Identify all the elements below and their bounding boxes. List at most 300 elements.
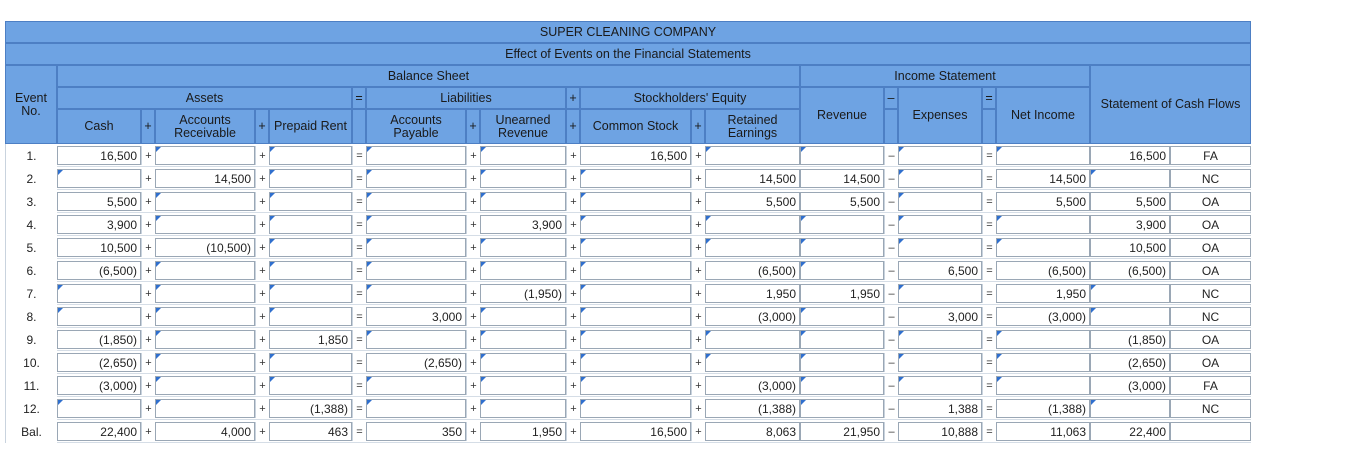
net-income-header: Net Income [996, 87, 1090, 144]
plus-sign: + [141, 261, 155, 280]
accounts-payable-input[interactable]: 350 [366, 422, 466, 441]
cash-input[interactable]: (2,650) [57, 353, 141, 372]
row-divider [5, 373, 1251, 374]
financial-statements-worksheet [5, 21, 1251, 441]
common-stock-input[interactable] [580, 284, 691, 303]
event-label: 3. [5, 190, 57, 213]
plus-sign: + [141, 353, 155, 372]
retained-earnings-input[interactable]: (6,500) [705, 261, 800, 280]
cash-input[interactable] [57, 284, 141, 303]
equals-sign: = [352, 238, 366, 257]
plus-sign: + [691, 307, 705, 326]
equals-sign-header: = [352, 87, 366, 109]
event-label: 12. [5, 397, 57, 420]
revenue-input[interactable] [800, 353, 884, 372]
accounts-receivable-column-header: Accounts Receivable [155, 109, 255, 144]
minus-sign: – [884, 422, 898, 441]
net-income-input[interactable] [996, 215, 1090, 234]
unearned-revenue-input[interactable] [480, 261, 566, 280]
plus-sign: + [691, 169, 705, 188]
row-divider [5, 350, 1251, 351]
minus-sign: – [884, 261, 898, 280]
plus-sign: + [691, 353, 705, 372]
plus-sign: + [691, 238, 705, 257]
plus-sign: + [466, 192, 480, 211]
cash-flow-activity-select[interactable]: OA [1170, 215, 1251, 234]
retained-earnings-input[interactable] [705, 238, 800, 257]
equals-sign: = [982, 353, 996, 372]
plus-sign: + [566, 215, 580, 234]
net-income-input[interactable]: (6,500) [996, 261, 1090, 280]
worksheet-subtitle: Effect of Events on the Financial Statements [5, 43, 1251, 65]
cash-flow-activity-select[interactable]: NC [1170, 284, 1251, 303]
prepaid-rent-input[interactable] [269, 353, 352, 372]
plus-sign: + [566, 261, 580, 280]
cash-flow-amount-input[interactable] [1090, 284, 1170, 303]
equals-sign: = [982, 146, 996, 165]
equals-sign: = [982, 330, 996, 349]
accounts-payable-input[interactable]: 3,000 [366, 307, 466, 326]
cash-input[interactable]: 5,500 [57, 192, 141, 211]
expenses-input[interactable]: 1,388 [898, 399, 982, 418]
cash-flow-amount-input[interactable]: 3,900 [1090, 215, 1170, 234]
unearned-revenue-input[interactable] [480, 353, 566, 372]
plus-sign: + [255, 399, 269, 418]
common-stock-input[interactable]: 16,500 [580, 422, 691, 441]
accounts-receivable-input[interactable]: 14,500 [155, 169, 255, 188]
plus-sign-header: + [466, 109, 480, 144]
minus-sign-header: – [884, 87, 898, 109]
row-divider [5, 419, 1251, 420]
net-income-input[interactable] [996, 146, 1090, 165]
expenses-input[interactable] [898, 169, 982, 188]
plus-sign-header: + [141, 109, 155, 144]
plus-sign: + [466, 422, 480, 441]
retained-earnings-input[interactable]: (3,000) [705, 376, 800, 395]
revenue-input[interactable] [800, 307, 884, 326]
plus-sign: + [255, 169, 269, 188]
cash-flow-activity-select[interactable]: OA [1170, 238, 1251, 257]
cash-flow-amount-input[interactable] [1090, 307, 1170, 326]
expenses-input[interactable] [898, 330, 982, 349]
equals-sign: = [352, 399, 366, 418]
plus-sign: + [466, 353, 480, 372]
cash-flow-amount-input[interactable]: 5,500 [1090, 192, 1170, 211]
retained-earnings-input[interactable]: (1,388) [705, 399, 800, 418]
event-label: Bal. [5, 420, 57, 443]
minus-sign: – [884, 284, 898, 303]
plus-sign: + [691, 215, 705, 234]
prepaid-rent-input[interactable] [269, 192, 352, 211]
plus-sign: + [466, 169, 480, 188]
cash-input[interactable] [57, 169, 141, 188]
accounts-payable-input[interactable] [366, 399, 466, 418]
plus-sign: + [691, 399, 705, 418]
common-stock-input[interactable] [580, 261, 691, 280]
plus-sign: + [566, 422, 580, 441]
minus-sign: – [884, 399, 898, 418]
plus-sign: + [255, 376, 269, 395]
plus-sign: + [691, 376, 705, 395]
equals-sign-header [352, 109, 366, 144]
unearned-revenue-input[interactable] [480, 330, 566, 349]
plus-sign: + [466, 238, 480, 257]
accounts-payable-input[interactable] [366, 215, 466, 234]
expenses-input[interactable] [898, 284, 982, 303]
prepaid-rent-input[interactable] [269, 215, 352, 234]
plus-sign: + [141, 192, 155, 211]
minus-sign: – [884, 307, 898, 326]
accounts-receivable-input[interactable] [155, 284, 255, 303]
revenue-input[interactable] [800, 238, 884, 257]
prepaid-rent-input[interactable]: (1,388) [269, 399, 352, 418]
plus-sign: + [566, 307, 580, 326]
cash-flow-amount-input[interactable]: 10,500 [1090, 238, 1170, 257]
cash-flow-amount-input[interactable]: 22,400 [1090, 422, 1170, 441]
equals-sign: = [352, 353, 366, 372]
row-divider [5, 327, 1251, 328]
expenses-input[interactable] [898, 238, 982, 257]
accounts-payable-input[interactable] [366, 146, 466, 165]
unearned-revenue-input[interactable]: 1,950 [480, 422, 566, 441]
accounts-receivable-input[interactable] [155, 261, 255, 280]
cash-input[interactable]: (3,000) [57, 376, 141, 395]
accounts-receivable-input[interactable]: (10,500) [155, 238, 255, 257]
plus-sign: + [255, 307, 269, 326]
expenses-input[interactable] [898, 376, 982, 395]
prepaid-rent-input[interactable]: 463 [269, 422, 352, 441]
common-stock-input[interactable] [580, 353, 691, 372]
accounts-receivable-input[interactable] [155, 146, 255, 165]
plus-sign: + [691, 261, 705, 280]
equals-sign: = [352, 192, 366, 211]
retained-earnings-column-header: Retained Earnings [705, 109, 800, 144]
cash-flow-activity-select[interactable]: FA [1170, 376, 1251, 395]
plus-sign: + [141, 146, 155, 165]
plus-sign: + [566, 192, 580, 211]
prepaid-rent-input[interactable]: 1,850 [269, 330, 352, 349]
common-stock-input[interactable] [580, 307, 691, 326]
plus-sign: + [691, 146, 705, 165]
plus-sign: + [466, 261, 480, 280]
row-divider [5, 258, 1251, 259]
plus-sign: + [566, 284, 580, 303]
unearned-revenue-input[interactable] [480, 169, 566, 188]
equals-sign: = [352, 169, 366, 188]
plus-sign-header: + [255, 109, 269, 144]
event-label: 10. [5, 351, 57, 374]
prepaid-rent-input[interactable] [269, 376, 352, 395]
net-income-input[interactable]: 14,500 [996, 169, 1090, 188]
plus-sign: + [691, 284, 705, 303]
plus-sign: + [255, 284, 269, 303]
event-label: 11. [5, 374, 57, 397]
event-number-header: Event No. [5, 65, 57, 144]
accounts-payable-column-header: Accounts Payable [366, 109, 466, 144]
revenue-input[interactable] [800, 376, 884, 395]
plus-sign: + [255, 330, 269, 349]
equals-sign: = [352, 422, 366, 441]
cash-flow-activity-select[interactable] [1170, 422, 1251, 441]
cash-flow-activity-select[interactable]: NC [1170, 169, 1251, 188]
revenue-input[interactable] [800, 399, 884, 418]
retained-earnings-input[interactable]: 14,500 [705, 169, 800, 188]
retained-earnings-input[interactable]: 1,950 [705, 284, 800, 303]
plus-sign: + [566, 376, 580, 395]
net-income-input[interactable]: 5,500 [996, 192, 1090, 211]
cash-input[interactable]: 3,900 [57, 215, 141, 234]
cash-flows-header: Statement of Cash Flows [1090, 65, 1251, 144]
accounts-receivable-input[interactable] [155, 353, 255, 372]
unearned-revenue-input[interactable] [480, 192, 566, 211]
plus-sign: + [255, 422, 269, 441]
net-income-input[interactable]: 11,063 [996, 422, 1090, 441]
retained-earnings-input[interactable] [705, 353, 800, 372]
cash-input[interactable]: 10,500 [57, 238, 141, 257]
retained-earnings-input[interactable] [705, 146, 800, 165]
minus-sign: – [884, 330, 898, 349]
net-income-input[interactable] [996, 330, 1090, 349]
row-divider [5, 281, 1251, 282]
plus-sign: + [566, 169, 580, 188]
plus-sign: + [691, 330, 705, 349]
minus-sign: – [884, 353, 898, 372]
accounts-payable-input[interactable] [366, 169, 466, 188]
common-stock-input[interactable] [580, 169, 691, 188]
expenses-input[interactable]: 6,500 [898, 261, 982, 280]
equals-sign: = [982, 238, 996, 257]
accounts-payable-input[interactable] [366, 192, 466, 211]
equals-sign: = [982, 284, 996, 303]
cash-input[interactable] [57, 399, 141, 418]
cash-flow-amount-input[interactable]: (3,000) [1090, 376, 1170, 395]
accounts-receivable-input[interactable] [155, 192, 255, 211]
accounts-payable-input[interactable] [366, 261, 466, 280]
event-label: 2. [5, 167, 57, 190]
revenue-input[interactable]: 1,950 [800, 284, 884, 303]
plus-sign: + [466, 307, 480, 326]
equals-sign: = [352, 307, 366, 326]
net-income-input[interactable]: 1,950 [996, 284, 1090, 303]
accounts-receivable-input[interactable] [155, 307, 255, 326]
cash-flow-amount-input[interactable]: (1,850) [1090, 330, 1170, 349]
expenses-input[interactable]: 10,888 [898, 422, 982, 441]
plus-sign: + [255, 238, 269, 257]
expenses-input[interactable]: 3,000 [898, 307, 982, 326]
liabilities-header: Liabilities [366, 87, 566, 109]
revenue-input[interactable] [800, 146, 884, 165]
expenses-input[interactable] [898, 192, 982, 211]
cash-flow-activity-select[interactable]: OA [1170, 330, 1251, 349]
equals-sign: = [982, 169, 996, 188]
prepaid-rent-input[interactable] [269, 169, 352, 188]
expenses-header: Expenses [898, 87, 982, 144]
cash-flow-amount-input[interactable] [1090, 399, 1170, 418]
event-label: 9. [5, 328, 57, 351]
common-stock-input[interactable] [580, 399, 691, 418]
plus-sign: + [566, 353, 580, 372]
accounts-payable-input[interactable] [366, 330, 466, 349]
plus-sign-header: + [566, 109, 580, 144]
common-stock-input[interactable] [580, 192, 691, 211]
revenue-input[interactable]: 5,500 [800, 192, 884, 211]
retained-earnings-input[interactable]: 8,063 [705, 422, 800, 441]
cash-input[interactable]: (6,500) [57, 261, 141, 280]
minus-sign: – [884, 146, 898, 165]
retained-earnings-input[interactable]: 5,500 [705, 192, 800, 211]
prepaid-rent-input[interactable] [269, 146, 352, 165]
accounts-payable-input[interactable] [366, 376, 466, 395]
equals-sign: = [982, 422, 996, 441]
accounts-receivable-input[interactable] [155, 330, 255, 349]
accounts-receivable-input[interactable]: 4,000 [155, 422, 255, 441]
plus-sign-header: + [566, 87, 580, 109]
equals-sign: = [982, 261, 996, 280]
cash-flow-amount-input[interactable]: (2,650) [1090, 353, 1170, 372]
equals-sign: = [352, 215, 366, 234]
net-income-input[interactable] [996, 353, 1090, 372]
net-income-input[interactable]: (1,388) [996, 399, 1090, 418]
cash-flow-activity-select[interactable]: NC [1170, 399, 1251, 418]
revenue-input[interactable]: 21,950 [800, 422, 884, 441]
unearned-revenue-column-header: Unearned Revenue [480, 109, 566, 144]
equals-sign: = [352, 330, 366, 349]
plus-sign: + [141, 422, 155, 441]
net-income-input[interactable] [996, 238, 1090, 257]
plus-sign: + [466, 330, 480, 349]
revenue-input[interactable] [800, 261, 884, 280]
plus-sign: + [255, 215, 269, 234]
cash-input[interactable]: (1,850) [57, 330, 141, 349]
plus-sign: + [466, 399, 480, 418]
plus-sign: + [566, 146, 580, 165]
minus-sign-header [884, 109, 898, 144]
equals-sign: = [352, 261, 366, 280]
unearned-revenue-input[interactable]: 3,900 [480, 215, 566, 234]
minus-sign: – [884, 215, 898, 234]
plus-sign: + [141, 215, 155, 234]
row-divider [5, 235, 1251, 236]
row-divider [5, 442, 1251, 443]
prepaid-rent-input[interactable] [269, 284, 352, 303]
event-label: 5. [5, 236, 57, 259]
cash-flow-amount-input[interactable]: (6,500) [1090, 261, 1170, 280]
unearned-revenue-input[interactable] [480, 238, 566, 257]
equals-sign: = [982, 307, 996, 326]
revenue-header: Revenue [800, 87, 884, 144]
equals-sign: = [352, 284, 366, 303]
plus-sign: + [466, 215, 480, 234]
cash-flow-amount-input[interactable] [1090, 169, 1170, 188]
common-stock-input[interactable]: 16,500 [580, 146, 691, 165]
expenses-input[interactable] [898, 146, 982, 165]
net-income-input[interactable]: (3,000) [996, 307, 1090, 326]
company-title: SUPER CLEANING COMPANY [5, 21, 1251, 43]
minus-sign: – [884, 238, 898, 257]
common-stock-input[interactable] [580, 215, 691, 234]
retained-earnings-input[interactable]: (3,000) [705, 307, 800, 326]
common-stock-input[interactable] [580, 238, 691, 257]
accounts-payable-input[interactable]: (2,650) [366, 353, 466, 372]
cash-flow-activity-select[interactable]: OA [1170, 353, 1251, 372]
row-divider [5, 212, 1251, 213]
plus-sign: + [141, 330, 155, 349]
accounts-payable-input[interactable] [366, 284, 466, 303]
revenue-input[interactable]: 14,500 [800, 169, 884, 188]
unearned-revenue-input[interactable] [480, 307, 566, 326]
minus-sign: – [884, 192, 898, 211]
plus-sign: + [466, 284, 480, 303]
plus-sign: + [466, 146, 480, 165]
event-label: 4. [5, 213, 57, 236]
event-label: 6. [5, 259, 57, 282]
assets-header: Assets [57, 87, 352, 109]
unearned-revenue-input[interactable] [480, 146, 566, 165]
plus-sign: + [466, 376, 480, 395]
unearned-revenue-input[interactable] [480, 399, 566, 418]
common-stock-input[interactable] [580, 376, 691, 395]
equals-sign: = [352, 376, 366, 395]
cash-input[interactable] [57, 307, 141, 326]
row-divider [5, 396, 1251, 397]
plus-sign: + [141, 238, 155, 257]
prepaid-rent-input[interactable] [269, 238, 352, 257]
cash-flow-activity-select[interactable]: FA [1170, 146, 1251, 165]
cash-input[interactable]: 16,500 [57, 146, 141, 165]
row-divider [5, 189, 1251, 190]
net-income-input[interactable] [996, 376, 1090, 395]
accounts-receivable-input[interactable] [155, 399, 255, 418]
plus-sign: + [255, 146, 269, 165]
cash-flow-activity-select[interactable]: OA [1170, 192, 1251, 211]
prepaid-rent-input[interactable] [269, 261, 352, 280]
plus-sign: + [141, 284, 155, 303]
cash-input[interactable]: 22,400 [57, 422, 141, 441]
revenue-input[interactable] [800, 215, 884, 234]
event-label: 1. [5, 144, 57, 167]
plus-sign: + [566, 399, 580, 418]
event-label: 8. [5, 305, 57, 328]
plus-sign: + [141, 169, 155, 188]
accounts-receivable-input[interactable] [155, 215, 255, 234]
cash-flow-activity-select[interactable]: OA [1170, 261, 1251, 280]
plus-sign: + [255, 192, 269, 211]
retained-earnings-input[interactable] [705, 215, 800, 234]
cash-flow-activity-select[interactable]: NC [1170, 307, 1251, 326]
cash-column-header: Cash [57, 109, 141, 144]
row-divider [5, 166, 1251, 167]
cash-flow-amount-input[interactable]: 16,500 [1090, 146, 1170, 165]
equals-sign-header [982, 109, 996, 144]
common-stock-input[interactable] [580, 330, 691, 349]
unearned-revenue-input[interactable] [480, 376, 566, 395]
plus-sign: + [255, 353, 269, 372]
revenue-input[interactable] [800, 330, 884, 349]
expenses-input[interactable] [898, 353, 982, 372]
prepaid-rent-input[interactable] [269, 307, 352, 326]
plus-sign: + [691, 192, 705, 211]
retained-earnings-input[interactable] [705, 330, 800, 349]
equals-sign: = [982, 215, 996, 234]
plus-sign: + [691, 422, 705, 441]
equals-sign-header: = [982, 87, 996, 109]
unearned-revenue-input[interactable]: (1,950) [480, 284, 566, 303]
accounts-payable-input[interactable] [366, 238, 466, 257]
accounts-receivable-input[interactable] [155, 376, 255, 395]
expenses-input[interactable] [898, 215, 982, 234]
row-divider [5, 304, 1251, 305]
plus-sign-header: + [691, 109, 705, 144]
